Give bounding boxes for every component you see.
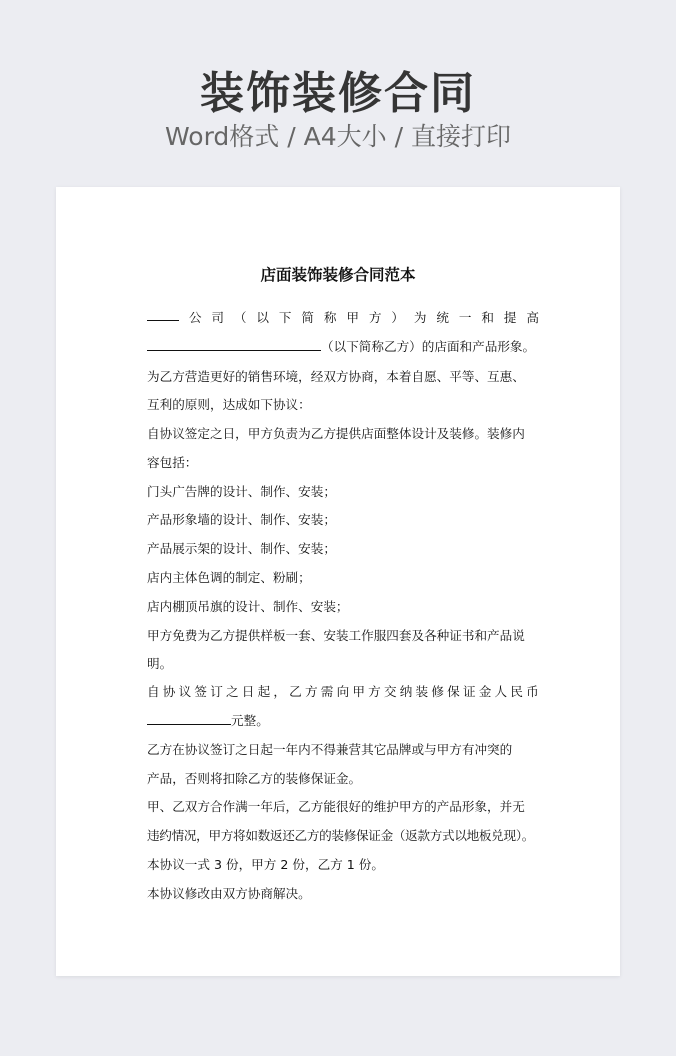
- text-char: ，: [273, 684, 286, 699]
- text-char: 一: [458, 310, 472, 325]
- blank-party-a: [147, 308, 179, 321]
- text-char: 和: [481, 310, 494, 325]
- text-char: 民: [510, 684, 523, 699]
- contract-line: 本协议修改由双方协商解决。: [147, 886, 311, 901]
- text-char: 方: [304, 684, 318, 699]
- contract-line: 产品展示架的设计、制作、安装；: [147, 541, 336, 556]
- text-char: 日: [241, 684, 255, 699]
- text-char: 司: [211, 310, 224, 325]
- contract-line: 互利的原则，达成如下协议：: [147, 397, 311, 412]
- text-char: 称: [323, 310, 337, 325]
- banner-title: 装饰装修合同: [200, 68, 476, 119]
- document-page: [56, 187, 620, 976]
- text-char: 之: [225, 684, 239, 699]
- text-char: 订: [210, 684, 223, 699]
- contract-line: 产品形象墙的设计、制作、安装；: [147, 512, 336, 527]
- contract-line: 容包括：: [147, 455, 198, 470]
- text-char: 公: [188, 310, 202, 325]
- text-char: 甲: [346, 310, 359, 325]
- contract-line-party-b: [147, 337, 539, 357]
- banner-subtitle: Word格式 / A4大小 / 直接打印: [165, 122, 511, 151]
- text-char: 修: [431, 684, 444, 699]
- contract-line: 本协议一式 3 份，甲方 2 份，乙方 1 份。: [147, 857, 384, 872]
- contract-line-party-a: [147, 308, 539, 328]
- contract-line: 甲方免费为乙方提供样板一套、安装工作服四套及各种证书和产品说: [147, 628, 525, 643]
- text-char: 乙: [289, 684, 302, 699]
- text-char: 币: [526, 684, 539, 699]
- text-char: 甲: [352, 684, 365, 699]
- blank-party-b: [147, 338, 321, 351]
- document-title: 店面装饰装修合同范本: [260, 266, 416, 284]
- text-char: 统: [436, 310, 449, 325]
- text-char: 协: [162, 684, 176, 699]
- text-char: 交: [383, 684, 397, 699]
- text-char: 签: [194, 684, 207, 699]
- text-char: 起: [257, 684, 271, 699]
- contract-line: 违约情况，甲方将如数返还乙方的装修保证金（返款方式以地板兑现）。: [147, 828, 535, 843]
- text-char: 自: [147, 684, 160, 699]
- text-char: 为: [413, 310, 427, 325]
- text-char: 提: [503, 310, 517, 325]
- text-char: 装: [415, 684, 429, 699]
- contract-line: 店内棚顶吊旗的设计、制作、安装；: [147, 599, 349, 614]
- text-char: 证: [462, 684, 476, 699]
- contract-line: 为乙方营造更好的销售环境，经双方协商，本着自愿、平等、互惠、: [147, 369, 525, 384]
- banner: [0, 0, 676, 186]
- text-char: 纳: [399, 684, 413, 699]
- contract-line: 自协议签定之日，甲方负责为乙方提供店面整体设计及装修。装修内: [147, 426, 525, 441]
- contract-line: 店内主体色调的制定、粉刷；: [147, 570, 311, 585]
- text-char: 向: [336, 684, 350, 699]
- text-char: 简: [301, 310, 314, 325]
- contract-line: 甲、乙双方合作满一年后，乙方能很好的维护甲方的产品形象，并无: [147, 799, 525, 814]
- text-char: （: [233, 310, 247, 325]
- blank-deposit-amount: [147, 712, 231, 725]
- text-char: 以: [256, 310, 269, 325]
- contract-line: 乙方在协议签订之日起一年内不得兼营其它品牌或与甲方有冲突的: [147, 742, 513, 757]
- contract-line: 明。: [147, 656, 173, 671]
- contract-line-deposit: [147, 682, 539, 702]
- text-char: 人: [494, 684, 508, 699]
- text-char: ）: [391, 310, 404, 325]
- text-char: 需: [320, 684, 334, 699]
- text-char: 高: [526, 310, 539, 325]
- contract-line: 门头广告牌的设计、制作、安装；: [147, 484, 336, 499]
- text-party-b: （以下简称乙方）的店面和产品形象。: [321, 339, 536, 354]
- contract-line: 产品，否则将扣除乙方的装修保证金。: [147, 771, 362, 786]
- text-char: 保: [447, 684, 460, 699]
- text-char: 下: [278, 310, 292, 325]
- text-deposit-suffix: 元整。: [231, 713, 269, 728]
- text-char: 金: [478, 684, 492, 699]
- text-char: 方: [368, 310, 382, 325]
- contract-line-deposit-amount: [147, 711, 539, 731]
- text-char: 议: [178, 684, 192, 699]
- text-char: 方: [368, 684, 381, 699]
